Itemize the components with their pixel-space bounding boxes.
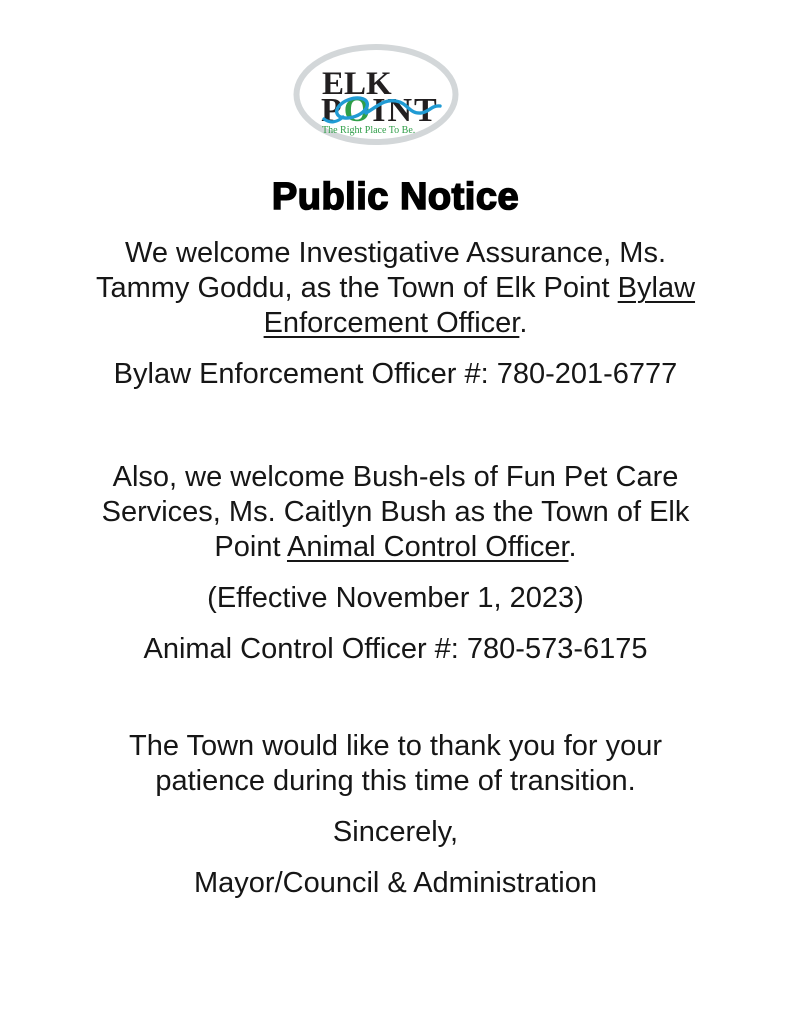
paragraph2-pre-text: Also, we welcome Bush-els of Fun Pet Care Services, Ms. Caitlyn Bush as the Town of Elk Point [101,461,690,563]
paragraph2-post-text: . [568,531,577,563]
animal-phone-line: Animal Control Officer #: 780-573-6175 [143,633,648,665]
logo-text-point [321,92,439,129]
signature-line: Mayor/Council & Administration [194,867,597,899]
logo-letter-o-green: O [343,92,372,129]
logo-letter-p: P [320,92,344,129]
paragraph1-pre-text: We welcome Investigative Assurance, Ms. Tammy Goddu, as the Town of Elk Point [95,237,667,304]
welcome-animal-paragraph [76,460,716,565]
effective-date-line: (Effective November 1, 2023) [207,582,584,614]
closing-line: Sincerely, [332,816,459,848]
logo-tagline: The Right Place To Be. [321,125,415,136]
logo-text-elk: ELK [321,66,392,102]
logo-letters-int: INT [371,92,439,129]
bylaw-officer-underlined-text: Bylaw Enforcement Officer [263,272,696,339]
welcome-bylaw-paragraph [76,236,716,341]
paragraph1-post-text: . [519,307,528,339]
animal-officer-underlined-text: Animal Control Officer [286,531,569,563]
page-title: Public Notice [271,176,520,218]
elk-point-logo [290,40,470,152]
bylaw-phone-line: Bylaw Enforcement Officer #: 780-201-6777 [113,358,678,390]
thanks-paragraph: The Town would like to thank you for your patience during this time of transition. [128,730,663,797]
